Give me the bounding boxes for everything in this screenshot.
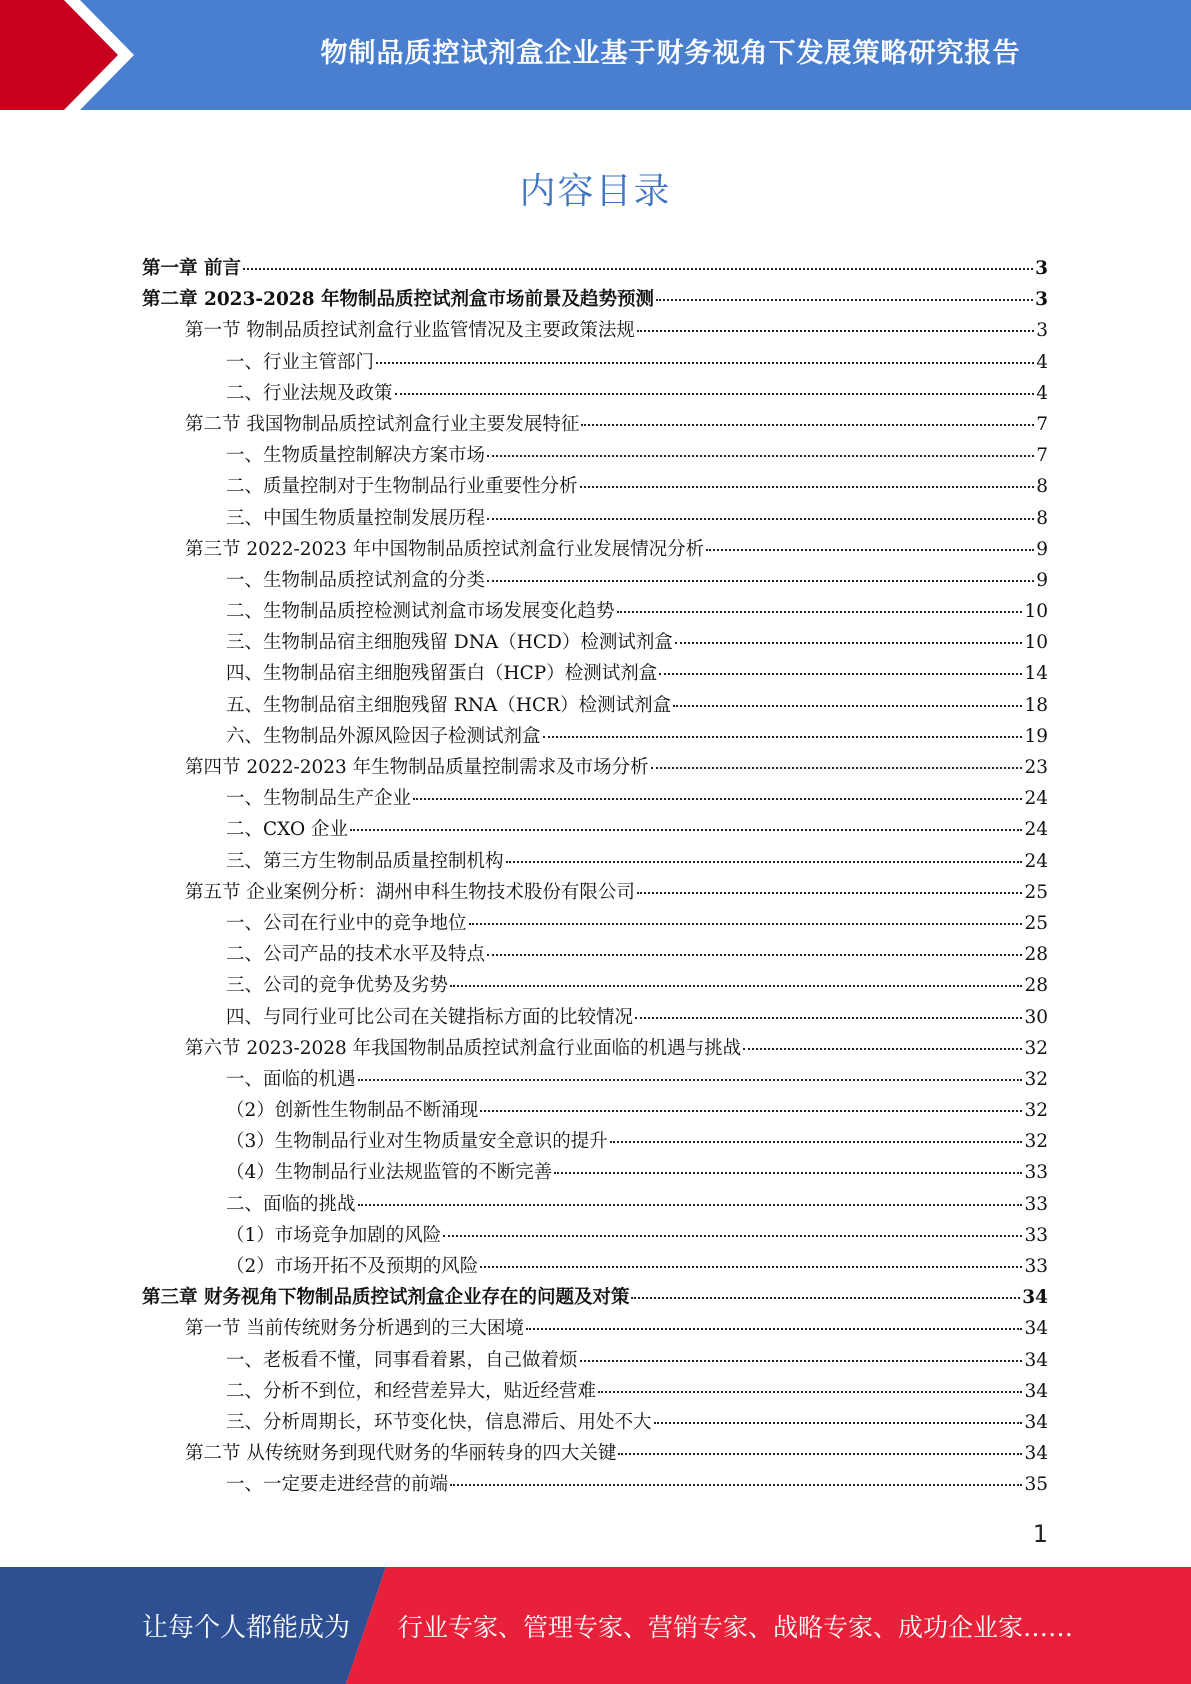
- toc-entry-page: 4: [1036, 382, 1048, 404]
- page-number: 1: [1032, 1520, 1048, 1548]
- toc-entry-title: （4）生物制品行业法规监管的不断完善: [226, 1162, 553, 1184]
- toc-entry-page: 28: [1024, 975, 1048, 997]
- toc-entry-page: 34: [1024, 1349, 1048, 1371]
- toc-entry-title: 第六节 2023-2028 年我国物制品质控试剂盒行业面临的机遇与挑战: [185, 1037, 742, 1059]
- toc-entry[interactable]: [142, 1346, 1048, 1377]
- toc-entry-page: 34: [1024, 1318, 1048, 1340]
- toc-entry-title: 一、一定要走进经营的前端: [226, 1474, 449, 1496]
- toc-leader-dots: [617, 610, 1023, 613]
- toc-entry-page: 14: [1024, 663, 1048, 685]
- toc-entry[interactable]: [142, 1158, 1048, 1189]
- toc-entry-page: 23: [1024, 757, 1048, 778]
- toc-entry[interactable]: [142, 784, 1048, 815]
- footer-band: [0, 1567, 1191, 1684]
- toc-entry[interactable]: [142, 1003, 1048, 1034]
- toc-entry[interactable]: [142, 504, 1048, 535]
- toc-entry-title: 第三章 财务视角下物制品质控试剂盒企业存在的问题及对策: [142, 1287, 630, 1309]
- toc-leader-dots: [618, 1452, 1022, 1455]
- toc-entry-page: 32: [1024, 1037, 1048, 1059]
- toc-entry-title: 二、质量控制对于生物制品行业重要性分析: [226, 476, 578, 498]
- toc-entry-title: 一、生物制品生产企业: [226, 788, 412, 810]
- toc-entry[interactable]: [142, 847, 1048, 878]
- toc-entry-title: 第二节 我国物制品质控试剂盒行业主要发展特征: [185, 413, 580, 435]
- toc-entry[interactable]: [142, 628, 1048, 659]
- toc-entry-page: 3: [1036, 320, 1048, 342]
- toc-leader-dots: [450, 1483, 1022, 1486]
- toc-entry[interactable]: [142, 1096, 1048, 1127]
- toc-leader-dots: [480, 1109, 1022, 1112]
- toc-leader-dots: [543, 735, 1023, 738]
- toc-entry-page: 33: [1024, 1162, 1048, 1184]
- toc-entry-title: 三、分析周期长，环节变化快，信息滞后、用处不大: [226, 1411, 652, 1433]
- toc-entry-page: 18: [1024, 694, 1048, 716]
- toc-entry[interactable]: [142, 1221, 1048, 1252]
- toc-entry-page: 32: [1024, 1131, 1048, 1153]
- table-of-contents: [142, 254, 1048, 1502]
- toc-entry-page: 3: [1035, 258, 1048, 279]
- toc-leader-dots: [610, 1140, 1023, 1143]
- toc-entry-page: 24: [1024, 819, 1048, 841]
- toc-entry-title: 一、面临的机遇: [226, 1068, 356, 1090]
- toc-entry-title: 三、中国生物质量控制发展历程: [226, 507, 486, 529]
- toc-entry-page: 4: [1036, 351, 1048, 373]
- toc-entry-title: 二、面临的挑战: [226, 1193, 356, 1215]
- toc-leader-dots: [526, 1327, 1023, 1330]
- toc-entry[interactable]: [142, 1190, 1048, 1221]
- toc-entry-page: 25: [1024, 912, 1048, 934]
- toc-entry-title: 第五节 企业案例分析：湖州申科生物技术股份有限公司: [185, 881, 635, 903]
- toc-entry-title: 第二章 2023-2028 年物制品质控试剂盒市场前景及趋势预测: [142, 289, 655, 311]
- toc-entry-page: 30: [1024, 1006, 1048, 1028]
- toc-entry[interactable]: [142, 441, 1048, 472]
- toc-entry[interactable]: [142, 1470, 1048, 1501]
- toc-entry-title: （3）生物制品行业对生物质量安全意识的提升: [226, 1131, 608, 1153]
- toc-entry-page: 10: [1024, 601, 1048, 623]
- toc-entry[interactable]: [142, 878, 1048, 909]
- toc-entry-page: 19: [1024, 725, 1048, 747]
- toc-entry[interactable]: [142, 1065, 1048, 1096]
- header-chevron-icon: [0, 0, 150, 110]
- toc-entry[interactable]: [142, 1314, 1048, 1345]
- toc-entry-title: 二、CXO 企业: [226, 819, 349, 841]
- toc-leader-dots: [673, 704, 1022, 707]
- footer-slogan-right: 行业专家、管理专家、营销专家、战略专家、成功企业家……: [398, 1612, 1074, 1642]
- toc-entry-page: 8: [1036, 507, 1048, 529]
- toc-entry[interactable]: [142, 971, 1048, 1002]
- toc-entry-page: 28: [1024, 944, 1048, 966]
- toc-entry-page: 33: [1024, 1193, 1048, 1215]
- toc-entry-title: 一、生物制品质控试剂盒的分类: [226, 569, 486, 591]
- toc-entry[interactable]: [142, 254, 1048, 285]
- toc-entry-title: 第一章 前言: [142, 258, 241, 279]
- toc-leader-dots: [706, 548, 1034, 551]
- toc-entry[interactable]: [142, 316, 1048, 347]
- toc-leader-dots: [450, 984, 1022, 987]
- toc-entry[interactable]: [142, 722, 1048, 753]
- toc-entry[interactable]: [142, 348, 1048, 379]
- toc-leader-dots: [395, 392, 1035, 395]
- toc-entry-page: 35: [1024, 1474, 1048, 1496]
- toc-leader-dots: [469, 922, 1023, 925]
- toc-leader-dots: [651, 766, 1023, 769]
- toc-entry-title: 第三节 2022-2023 年中国物制品质控试剂盒行业发展情况分析: [185, 538, 705, 560]
- toc-entry-title: （1）市场竞争加剧的风险: [226, 1224, 442, 1246]
- toc-leader-dots: [243, 267, 1033, 270]
- toc-entry[interactable]: [142, 659, 1048, 690]
- toc-entry-title: 第一节 物制品质控试剂盒行业监管情况及主要政策法规: [185, 320, 635, 342]
- toc-entry-title: 二、公司产品的技术水平及特点: [226, 944, 486, 966]
- report-title: 物制品质控试剂盒企业基于财务视角下发展策略研究报告: [320, 37, 1021, 69]
- toc-entry-title: （2）市场开拓不及预期的风险: [226, 1256, 479, 1277]
- toc-leader-dots: [637, 891, 1023, 894]
- toc-entry-page: 32: [1024, 1100, 1048, 1122]
- toc-entry-page: 7: [1036, 445, 1048, 467]
- toc-leader-dots: [376, 361, 1034, 364]
- toc-leader-dots: [480, 1265, 1022, 1268]
- toc-entry[interactable]: [142, 940, 1048, 971]
- toc-entry-title: 一、公司在行业中的竞争地位: [226, 912, 467, 934]
- toc-entry-page: 24: [1024, 850, 1048, 872]
- toc-entry-title: 三、第三方生物制品质量控制机构: [226, 850, 504, 872]
- toc-leader-dots: [350, 828, 1022, 831]
- toc-entry-page: 33: [1024, 1224, 1048, 1246]
- toc-entry[interactable]: [142, 597, 1048, 628]
- toc-leader-dots: [637, 329, 1034, 332]
- toc-leader-dots: [743, 1047, 1022, 1050]
- toc-leader-dots: [656, 298, 1033, 301]
- toc-entry-page: 3: [1035, 289, 1048, 311]
- toc-entry-title: （2）创新性生物制品不断涌现: [226, 1100, 479, 1122]
- toc-entry[interactable]: [142, 566, 1048, 597]
- toc-leader-dots: [659, 672, 1022, 675]
- toc-leader-dots: [554, 1171, 1022, 1174]
- toc-entry[interactable]: [142, 753, 1048, 784]
- toc-leader-dots: [598, 1390, 1022, 1393]
- toc-entry-page: 32: [1024, 1068, 1048, 1090]
- toc-entry[interactable]: [142, 472, 1048, 503]
- header-band: [0, 0, 1191, 110]
- toc-entry-title: 第一节 当前传统财务分析遇到的三大困境: [185, 1318, 524, 1340]
- toc-entry[interactable]: [142, 1034, 1048, 1065]
- toc-leader-dots: [654, 1421, 1023, 1424]
- toc-entry[interactable]: [142, 410, 1048, 441]
- toc-leader-dots: [487, 517, 1034, 520]
- toc-entry-title: 三、公司的竞争优势及劣势: [226, 975, 449, 997]
- toc-entry-title: 一、生物质量控制解决方案市场: [226, 445, 486, 467]
- toc-leader-dots: [487, 579, 1034, 582]
- toc-entry-title: 二、行业法规及政策: [226, 382, 393, 404]
- toc-leader-dots: [580, 485, 1035, 488]
- toc-leader-dots: [487, 953, 1022, 956]
- toc-entry-title: 五、生物制品宿主细胞残留 RNA（HCR）检测试剂盒: [226, 694, 672, 716]
- toc-entry-page: 9: [1036, 569, 1048, 591]
- toc-leader-dots: [358, 1203, 1023, 1206]
- toc-entry-page: 34: [1022, 1287, 1048, 1309]
- toc-entry[interactable]: [142, 1252, 1048, 1283]
- toc-entry[interactable]: [142, 909, 1048, 940]
- toc-entry-title: 三、生物制品宿主细胞残留 DNA（HCD）检测试剂盒: [226, 632, 673, 654]
- toc-entry-page: 8: [1036, 476, 1048, 498]
- toc-entry[interactable]: [142, 285, 1048, 316]
- toc-entry-title: 六、生物制品外源风险因子检测试剂盒: [226, 725, 541, 747]
- toc-leader-dots: [631, 1296, 1020, 1299]
- toc-entry-page: 7: [1036, 413, 1048, 435]
- toc-entry-page: 24: [1024, 788, 1048, 810]
- toc-leader-dots: [413, 797, 1022, 800]
- toc-entry-page: 25: [1024, 881, 1048, 903]
- toc-leader-dots: [358, 1078, 1023, 1081]
- toc-leader-dots: [675, 641, 1023, 644]
- footer-slogan-left: 让每个人都能成为: [142, 1613, 351, 1643]
- toc-entry-title: 第四节 2022-2023 年生物制品质量控制需求及市场分析: [185, 757, 649, 778]
- toc-entry-title: 四、与同行业可比公司在关键指标方面的比较情况: [226, 1006, 634, 1028]
- toc-leader-dots: [443, 1234, 1022, 1237]
- toc-entry-page: 34: [1024, 1443, 1048, 1465]
- toc-entry-page: 10: [1024, 632, 1048, 654]
- toc-entry[interactable]: [142, 691, 1048, 722]
- toc-entry-title: 二、生物制品质控检测试剂盒市场发展变化趋势: [226, 601, 615, 623]
- toc-leader-dots: [580, 1359, 1023, 1362]
- toc-entry-title: 第二节 从传统财务到现代财务的华丽转身的四大关键: [185, 1443, 617, 1465]
- toc-entry[interactable]: [142, 1377, 1048, 1408]
- toc-entry-title: 一、老板看不懂，同事看着累，自己做着烦: [226, 1349, 578, 1371]
- toc-entry-page: 34: [1024, 1380, 1048, 1402]
- toc-entry[interactable]: [142, 1439, 1048, 1470]
- toc-leader-dots: [506, 860, 1023, 863]
- toc-entry[interactable]: [142, 1283, 1048, 1314]
- toc-entry[interactable]: [142, 379, 1048, 410]
- toc-entry-page: 33: [1024, 1256, 1048, 1277]
- toc-entry-title: 一、行业主管部门: [226, 351, 375, 373]
- toc-entry[interactable]: [142, 1408, 1048, 1439]
- toc-entry-title: 二、分析不到位，和经营差异大，贴近经营难: [226, 1380, 597, 1402]
- toc-leader-dots: [635, 1016, 1022, 1019]
- toc-entry-page: 9: [1036, 538, 1048, 560]
- toc-entry[interactable]: [142, 815, 1048, 846]
- toc-leader-dots: [487, 454, 1034, 457]
- toc-entry-page: 34: [1024, 1411, 1048, 1433]
- toc-entry-title: 四、生物制品宿主细胞残留蛋白（HCP）检测试剂盒: [226, 663, 658, 685]
- toc-heading: 内容目录: [519, 171, 672, 212]
- toc-leader-dots: [581, 423, 1034, 426]
- toc-entry[interactable]: [142, 1127, 1048, 1158]
- toc-entry[interactable]: [142, 535, 1048, 566]
